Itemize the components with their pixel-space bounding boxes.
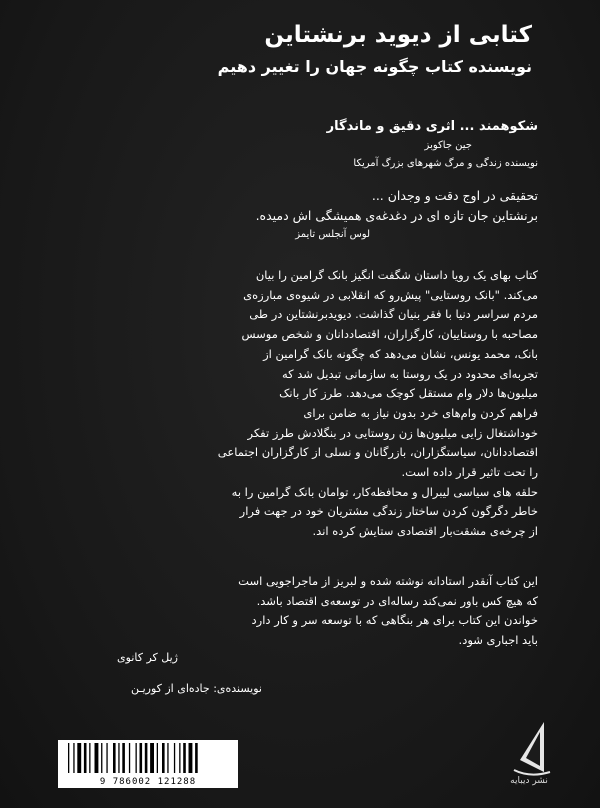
endorsement-line: باید اجباری شود. [458,632,538,647]
endorsement-line: خواندن این کتاب برای هر بنگاهی که با توسعه سر و کار دارد [251,613,538,627]
book-description [98,266,538,542]
title-block [72,18,532,80]
description-line: از چرخه‌ی مشقت‌بار اقتصادی ستایش کرده اند. [312,524,538,539]
description-line: تجربه‌ای محدود در یک روستا به سازمانی تبدیل شد که [281,366,538,381]
review-quote-2-line-2: برنشتاین جان تازه ای در دغدغه‌ی همیشگی اش دمیده. [255,208,538,223]
description-line: را تحت تاثیر قرار داده است. [401,465,538,480]
book-title: کتابی از دیوید برنشتاین [264,22,532,48]
description-line: میلیون‌ها دلار وام مستقل کوچک می‌دهد. طرز کار بانک [279,386,538,401]
book-subtitle: نویسنده کتاب چگونه جهان را تغییر دهیم [217,57,532,76]
review-quote-2-source: لوس آنجلس تایمز [295,229,370,240]
description-line: حلقه های سیاسی لیبرال و محافظه‌کار، توامان بانک گرامین را به [231,484,538,499]
review-quote-1-author-desc: نویسنده زندگی و مرگ شهرهای بزرگ آمریکا [353,158,538,169]
endorsement-line: که هیچ کس باور نمی‌کند رساله‌ای در توسعه‌ی اقتصاد باشد. [256,593,538,608]
review-quote-1-author: جین جاکوبز [424,140,472,151]
description-line: فراهم کردن وام‌های خرد بدون نیاز به ضامن برای [303,405,538,420]
isbn-barcode [58,740,238,788]
review-quote-2-line-1: تحقیقی در اوج دقت و وجدان ... [371,188,538,203]
isbn-number: 9 786002 121288 [99,777,197,787]
endorsement-quote [98,572,538,650]
endorsement-author-book: نویسنده‌ی: جاده‌ای از کوریـن [130,682,262,695]
description-line: مردم سراسر دنیا با فقر بنیان گذاشت. دیویدبرنشتاین در طی [249,307,538,322]
description-line: کتاب بهای یک رویا داستان شگفت انگیز بانک گرامین را بیان [255,268,538,282]
review-quote-1 [118,117,538,173]
endorsement-line: این کتاب آنقدر استادانه نوشته شده و لبریز از ماجراجویی است [238,574,538,588]
description-line: خوداشتغال زایی میلیون‌ها زن روستایی در بنگلادش طرز تفکر [247,425,538,440]
review-quote-1-text: شکوهمند ... اثری دقیق و ماندگار [326,119,538,134]
description-line: خاطر دگرگون کردن ساختار زندگی مشتریان خود در جهت فرار [239,504,538,519]
barcode-bars-icon [58,740,238,776]
description-line: می‌کند. "بانک روستایی" پیش‌رو که انقلابی در شیوه‌ی مبارزه‌ی [243,287,538,302]
endorsement-author: ژیل کر کانوی [117,651,178,664]
publisher-name: نشر دیبایه [510,776,548,786]
description-line: مصاحبه با روستاییان، کارگزاران، اقتصاددانان و شخص موسس [241,327,538,342]
description-line: بانک، محمد یونس، نشان می‌دهد که چگونه بانک گرامین از [263,346,538,361]
review-quote-2 [78,186,538,244]
description-line: اقتصاددانان، سیاستگزاران، بازرگانان و نسلی از کارگزاران اجتماعی [217,445,538,460]
